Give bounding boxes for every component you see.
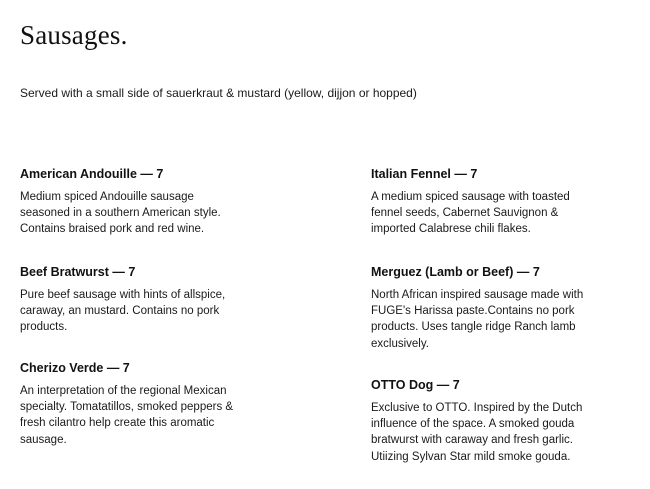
menu-item-title: Cherizo Verde — 7 bbox=[20, 361, 130, 375]
menu-item-description: Exclusive to OTTO. Inspired by the Dutch influence of the space. A smoked gouda bratwurst with caraway and fresh garlic. Utiizing Sylvan Star mild smoke gouda. bbox=[371, 402, 583, 463]
menu-subtitle: Served with a small side of sauerkraut & mustard (yellow, dijjon or hopped) bbox=[20, 86, 417, 100]
menu-item-title: Italian Fennel — 7 bbox=[371, 167, 478, 181]
menu-item-cherizo-verde bbox=[20, 360, 310, 448]
menu-item-title: American Andouille — 7 bbox=[20, 167, 164, 181]
menu-item-american-andouille bbox=[20, 166, 310, 238]
page-title: Sausages. bbox=[20, 20, 128, 50]
menu-item-italian-fennel bbox=[371, 166, 641, 238]
menu-item-description: An interpretation of the regional Mexican specialty. Tomatatillos, smoked peppers & fresh cilantro help create this aromatic sausage. bbox=[20, 385, 234, 446]
menu-item-description: Pure beef sausage with hints of allspice, caraway, an mustard. Contains no pork products. bbox=[20, 289, 226, 334]
menu-item-title: Merguez (Lamb or Beef) — 7 bbox=[371, 265, 540, 279]
menu-item-description: A medium spiced sausage with toasted fennel seeds, Cabernet Sauvignon & imported Calabrese chili flakes. bbox=[371, 191, 570, 236]
menu-item-title: OTTO Dog — 7 bbox=[371, 378, 460, 392]
menu-item-description: Medium spiced Andouille sausage seasoned in a southern American style. Contains braised pork and red wine. bbox=[20, 191, 221, 236]
menu-item-merguez bbox=[371, 264, 641, 352]
menu-item-otto-dog bbox=[371, 377, 641, 465]
menu-item-description: North African inspired sausage made with FUGE's Harissa paste.Contains no pork products. Uses tangle ridge Ranch lamb exclusively. bbox=[371, 289, 584, 350]
menu-item-beef-bratwurst bbox=[20, 264, 310, 336]
menu-item-title: Beef Bratwurst — 7 bbox=[20, 265, 136, 279]
